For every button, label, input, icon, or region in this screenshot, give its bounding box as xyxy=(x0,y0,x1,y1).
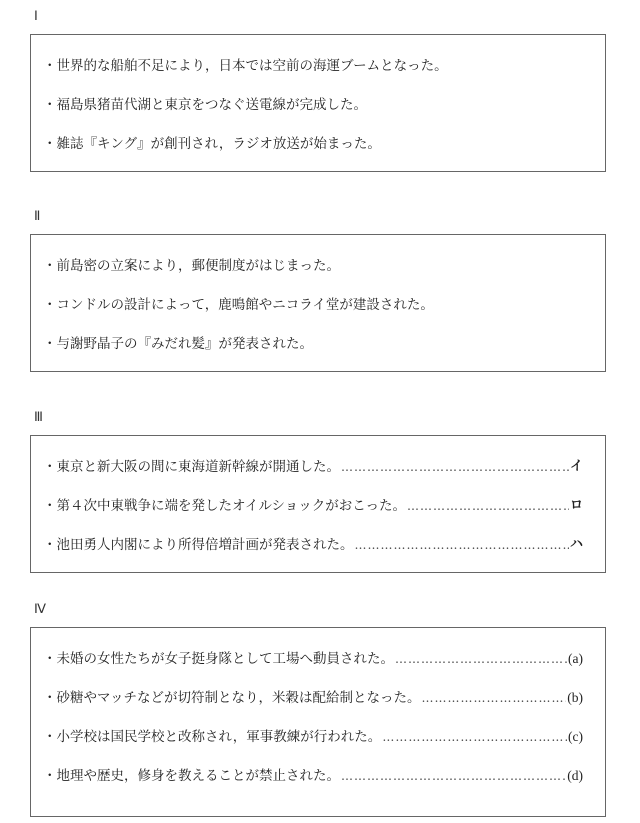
leader-dots xyxy=(341,767,566,785)
list-item xyxy=(43,650,583,668)
item-text: ・コンドルの設計によって，鹿鳴館やニコライ堂が建設された。 xyxy=(43,297,434,313)
leader-dots xyxy=(395,650,567,668)
item-marker: (b) xyxy=(567,690,583,705)
item-marker: (a) xyxy=(568,651,583,666)
item-text: ・与謝野晶子の『みだれ髪』が発表された。 xyxy=(43,336,313,352)
section-box-3 xyxy=(30,435,606,573)
list-item xyxy=(43,536,583,554)
list-item xyxy=(43,458,583,476)
section-label-1: Ⅰ xyxy=(34,8,38,23)
leader-dots xyxy=(355,536,569,554)
item-text: ・第４次中東戦争に端を発したオイルショックがおこった。 xyxy=(43,498,406,514)
item-text: ・雑誌『キング』が創刊され，ラジオ放送が始まった。 xyxy=(43,136,381,152)
list-item xyxy=(43,57,583,75)
list-item xyxy=(43,296,583,314)
item-marker: (d) xyxy=(567,768,583,783)
item-text: ・東京と新大阪の間に東海道新幹線が開通した。 xyxy=(43,459,340,475)
item-text: ・地理や歴史，修身を教えることが禁止された。 xyxy=(43,768,340,784)
item-text: ・砂糖やマッチなどが切符制となり，米穀は配給制となった。 xyxy=(43,690,421,706)
section-label-2: Ⅱ xyxy=(34,208,41,223)
item-marker: イ xyxy=(569,459,583,474)
leader-dots xyxy=(382,728,567,746)
item-text: ・池田勇人内閣により所得倍増計画が発表された。 xyxy=(43,537,354,553)
section-label-4: Ⅳ xyxy=(34,601,46,616)
section-box-1 xyxy=(30,34,606,172)
item-text: ・前島密の立案により，郵便制度がはじまった。 xyxy=(43,258,340,274)
item-text: ・福島県猪苗代湖と東京をつなぐ送電線が完成した。 xyxy=(43,97,367,113)
list-item xyxy=(43,135,583,153)
section-label-3: Ⅲ xyxy=(34,409,43,424)
list-item xyxy=(43,497,583,515)
item-text: ・小学校は国民学校と改称され，軍事教練が行われた。 xyxy=(43,729,382,745)
list-item xyxy=(43,689,583,707)
section-box-2 xyxy=(30,234,606,372)
item-text: ・世界的な船舶不足により，日本では空前の海運ブームとなった。 xyxy=(43,58,448,74)
section-box-4 xyxy=(30,627,606,817)
item-marker: ハ xyxy=(569,537,583,552)
list-item xyxy=(43,96,583,114)
item-marker: ロ xyxy=(569,498,583,513)
list-item xyxy=(43,257,583,275)
leader-dots xyxy=(407,497,569,515)
list-item xyxy=(43,767,583,785)
item-marker: (c) xyxy=(568,729,583,744)
list-item xyxy=(43,335,583,353)
item-text: ・未婚の女性たちが女子挺身隊として工場へ動員された。 xyxy=(43,651,394,667)
leader-dots xyxy=(421,689,566,707)
leader-dots xyxy=(341,458,569,476)
list-item xyxy=(43,728,583,746)
